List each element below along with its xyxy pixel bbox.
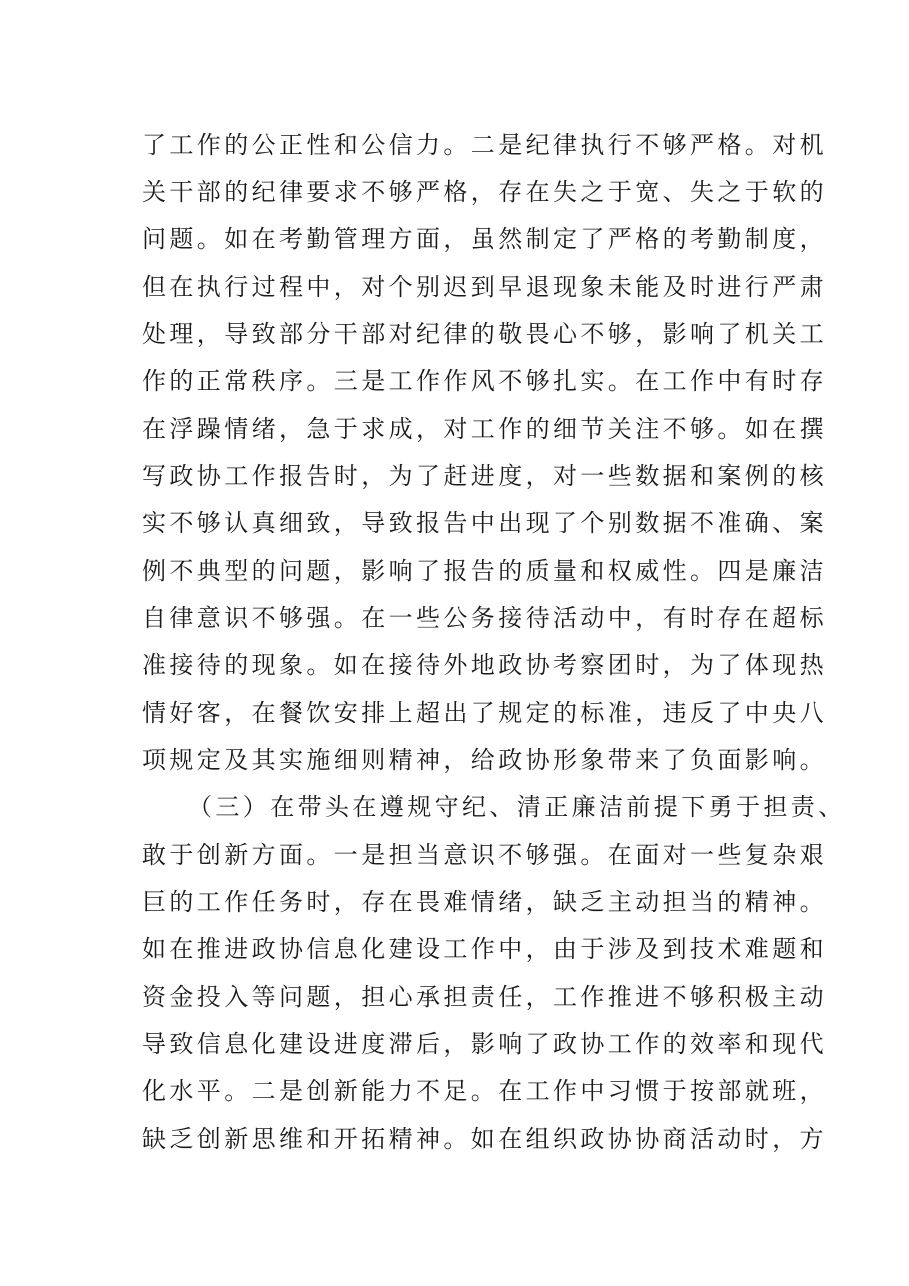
text-line: 问题。如在考勤管理方面，虽然制定了严格的考勤制度，: [142, 225, 827, 253]
text-line: 导致信息化建设进度滞后，影响了政协工作的效率和现代: [142, 1030, 827, 1058]
text-line: 项规定及其实施细则精神，给政协形象带来了负面影响。: [142, 746, 827, 774]
text-line: 例不典型的问题，影响了报告的质量和权威性。四是廉洁: [142, 557, 827, 585]
text-line: 关干部的纪律要求不够严格，存在失之于宽、失之于软的: [142, 178, 827, 206]
text-line: 化水平。二是创新能力不足。在工作中习惯于按部就班，: [142, 1077, 827, 1105]
text-line: 实不够认真细致，导致报告中出现了个别数据不准确、案: [142, 509, 827, 537]
text-line: 巨的工作任务时，存在畏难情绪，缺乏主动担当的精神。: [142, 888, 827, 916]
text-line: 作的正常秩序。三是工作作风不够扎实。在工作中有时存: [142, 367, 827, 395]
text-line: 处理，导致部分干部对纪律的敬畏心不够，影响了机关工: [142, 320, 827, 348]
text-line: 写政协工作报告时，为了赶进度，对一些数据和案例的核: [142, 462, 827, 490]
text-line: 了工作的公正性和公信力。二是纪律执行不够严格。对机: [142, 131, 827, 159]
text-line: 情好客，在餐饮安排上超出了规定的标准，违反了中央八: [142, 699, 827, 727]
text-line: 敢于创新方面。一是担当意识不够强。在面对一些复杂艰: [142, 841, 827, 869]
text-line: 自律意识不够强。在一些公务接待活动中，有时存在超标: [142, 604, 827, 632]
text-line: 资金投入等问题，担心承担责任，工作推进不够积极主动: [142, 983, 827, 1011]
text-line: 在浮躁情绪，急于求成，对工作的细节关注不够。如在撰: [142, 415, 827, 443]
text-line: 缺乏创新思维和开拓精神。如在组织政协协商活动时，方: [142, 1125, 827, 1153]
text-line: 准接待的现象。如在接待外地政协考察团时，为了体现热: [142, 651, 827, 679]
text-line: 但在执行过程中，对个别迟到早退现象未能及时进行严肃: [142, 273, 827, 301]
section-heading-line: （三）在带头在遵规守纪、清正廉洁前提下勇于担责、: [188, 793, 846, 821]
text-line: 如在推进政协信息化建设工作中，由于涉及到技术难题和: [142, 935, 827, 963]
